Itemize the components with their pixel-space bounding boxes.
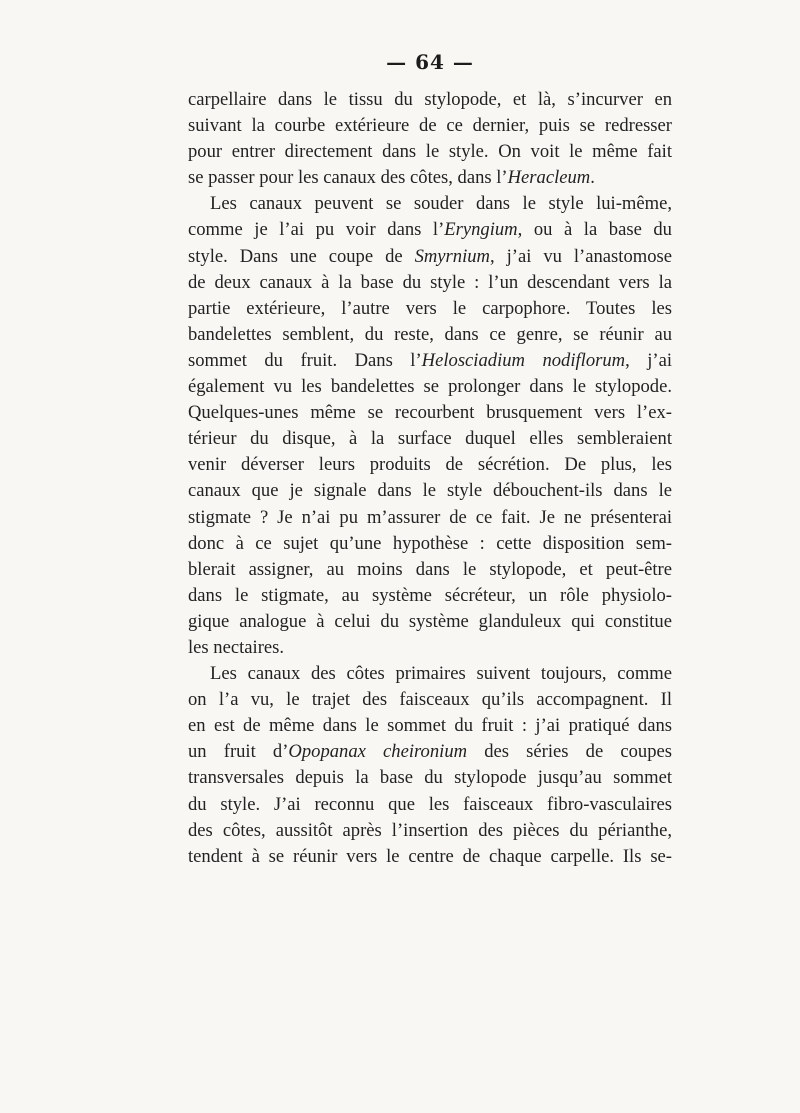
italic-taxon-name: Opopanax cheironium xyxy=(288,741,468,763)
text-segment: pour entrer directement dans le style. On voit le même fait xyxy=(188,141,672,163)
text-segment: suivant la courbe extérieure de ce dernier, puis se redresser xyxy=(188,115,672,137)
text-line xyxy=(188,661,672,687)
italic-taxon-name: Smyrnium xyxy=(414,245,490,267)
text-line xyxy=(188,322,672,348)
text-line xyxy=(188,165,672,191)
text-line xyxy=(188,792,672,818)
text-segment: stigmate ? Je n’ai pu m’assurer de ce fait. Je ne présenterai xyxy=(188,506,672,528)
text-line xyxy=(188,139,672,165)
text-line xyxy=(188,270,672,296)
text-line xyxy=(188,844,672,870)
text-line xyxy=(188,452,672,478)
text-line xyxy=(188,244,672,270)
text-segment: de deux canaux à la base du style : l’un descendant vers la xyxy=(188,271,672,293)
text-segment: dans le stigmate, au système sécréteur, un rôle physiolo- xyxy=(188,584,672,606)
text-segment: se passer pour les canaux des côtes, dans l’ xyxy=(188,167,508,189)
text-line xyxy=(188,426,672,452)
text-line xyxy=(188,713,672,739)
text-line xyxy=(188,217,672,243)
text-segment: en est de même dans le sommet du fruit : j’ai pratiqué dans xyxy=(188,715,672,737)
text-segment: carpellaire dans le tissu du stylopode, et là, s’incurver en xyxy=(188,89,672,110)
text-line xyxy=(188,478,672,504)
text-segment: térieur du disque, à la surface duquel elles sembleraient xyxy=(188,428,672,450)
italic-taxon-name: Heracleum xyxy=(507,167,591,189)
text-line xyxy=(188,296,672,322)
text-segment: un fruit d’ xyxy=(188,741,289,763)
text-segment: partie extérieure, l’autre vers le carpophore. Toutes les xyxy=(188,297,672,319)
text-segment: des côtes, aussitôt après l’insertion des pièces du périanthe, xyxy=(188,819,672,841)
paragraph xyxy=(188,661,672,870)
text-segment: donc à ce sujet qu’une hypothèse : cette disposition sem- xyxy=(188,532,672,554)
text-line xyxy=(188,531,672,557)
text-line xyxy=(188,609,672,635)
text-line xyxy=(188,557,672,583)
text-segment: . xyxy=(590,167,595,189)
text-segment: Les canaux peuvent se souder dans le style lui-même, xyxy=(210,193,672,215)
text-line xyxy=(188,87,672,113)
text-line xyxy=(188,374,672,400)
italic-taxon-name: Helosciadium nodiflorum xyxy=(421,349,626,371)
text-line xyxy=(188,739,672,765)
text-line xyxy=(188,687,672,713)
text-segment: comme je l’ai pu voir dans l’ xyxy=(188,219,445,241)
text-segment: on l’a vu, le trajet des faisceaux qu’ils accompagnent. Il xyxy=(188,689,672,711)
text-segment: Quelques-unes même se recourbent brusquement vers l’ex- xyxy=(188,402,672,424)
text-segment: des séries de coupes xyxy=(467,741,672,763)
text-segment: , j’ai xyxy=(625,349,673,371)
text-line xyxy=(188,191,672,217)
text-line xyxy=(188,583,672,609)
text-segment: , j’ai vu l’anastomose xyxy=(489,245,672,267)
text-segment: également vu les bandelettes se prolonger dans le stylopode. xyxy=(188,376,672,398)
text-segment: tendent à se réunir vers le centre de chaque carpelle. Ils se- xyxy=(188,845,672,867)
text-segment: , ou à la base du xyxy=(517,219,672,241)
italic-taxon-name: Eryngium xyxy=(444,219,518,241)
text-segment: les nectaires. xyxy=(188,636,285,658)
text-segment: transversales depuis la base du stylopode jusqu’au sommet xyxy=(188,767,672,789)
text-segment: gique analogue à celui du système glanduleux qui constitue xyxy=(188,610,672,632)
text-line xyxy=(188,635,672,661)
text-segment: venir déverser leurs produits de sécrétion. De plus, les xyxy=(188,454,672,476)
text-segment: du style. J’ai reconnu que les faisceaux fibro-vasculaires xyxy=(188,793,672,815)
text-line xyxy=(188,765,672,791)
text-line xyxy=(188,818,672,844)
text-segment: bandelettes semblent, du reste, dans ce genre, se réunir au xyxy=(188,323,672,345)
text-segment: Les canaux des côtes primaires suivent toujours, comme xyxy=(210,663,672,685)
text-line xyxy=(188,113,672,139)
paragraph xyxy=(188,191,672,661)
text-segment: blerait assigner, au moins dans le stylopode, et peut-être xyxy=(188,558,672,580)
text-segment: style. Dans une coupe de xyxy=(188,245,415,267)
text-segment: sommet du fruit. Dans l’ xyxy=(188,349,422,371)
text-line xyxy=(188,400,672,426)
text-line xyxy=(188,505,672,531)
text-segment: canaux que je signale dans le style débouchent-ils dans le xyxy=(188,480,672,502)
page-number: — 64 — xyxy=(386,50,474,74)
paragraph xyxy=(188,87,672,191)
body-text xyxy=(188,87,672,870)
text-line xyxy=(188,348,672,374)
